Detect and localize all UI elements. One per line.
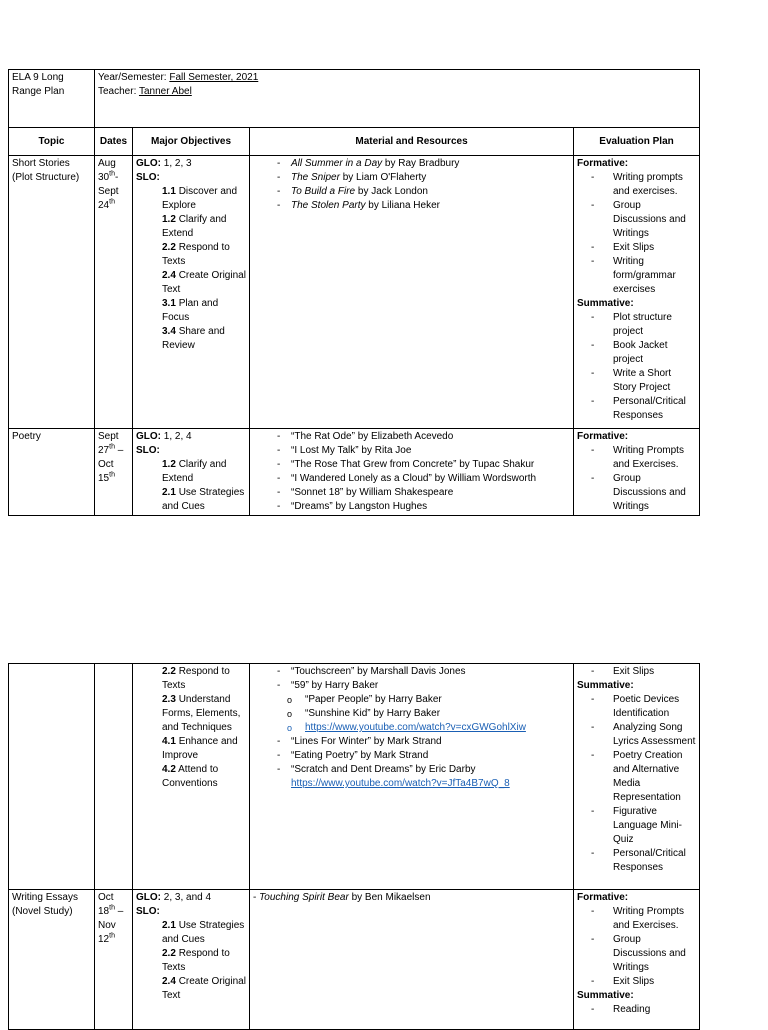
- objectives-cell: GLO: 1, 2, 4 SLO: 1.2 Clarify and Extend 2.1 Use Strategies and Cues: [133, 429, 250, 516]
- table-row: [9, 156, 700, 429]
- evaluation-cell: - Exit Slips Summative: - Poetic Devices Identification - Analyzing Song Lyrics Assessment - Poetry Creation and Alternative Media Representation - Figurative Language Mini-Quiz - Personal/Critical Responses: [574, 664, 700, 890]
- list-item: - “The Rat Ode” by Elizabeth Acevedo: [291, 430, 570, 444]
- long-range-plan-table-continued: [8, 663, 700, 1030]
- topic-cell: Poetry: [9, 429, 95, 516]
- list-item: - Writing Prompts and Exercises.: [613, 905, 696, 933]
- list-item: - Personal/Critical Responses: [613, 847, 696, 875]
- table-row: [9, 890, 700, 1030]
- list-item: - “59” by Harry Baker: [291, 679, 570, 693]
- objectives-cell: GLO: 2, 3, and 4 SLO: 2.1 Use Strategies and Cues 2.2 Respond to Texts 2.4 Create Original Text: [133, 890, 250, 1030]
- list-item: - Writing prompts and exercises.: [613, 171, 696, 199]
- materials-cell: - Touching Spirit Bear by Ben Mikaelsen: [250, 890, 574, 1030]
- dates-cell: Oct 18th – Nov 12th: [95, 890, 133, 1030]
- list-item: - Group Discussions and Writings: [613, 472, 696, 514]
- topic-cell: Writing Essays (Novel Study): [9, 890, 95, 1030]
- list-item: - Exit Slips: [613, 665, 696, 679]
- header-row: [9, 70, 700, 128]
- youtube-link-2[interactable]: https://www.youtube.com/watch?v=JfTa4B7wQ_8: [291, 778, 510, 789]
- list-item: - “The Rose That Grew from Concrete” by Tupac Shakur: [291, 458, 570, 472]
- list-item: - “Touchscreen” by Marshall Davis Jones: [291, 665, 570, 679]
- list-item: - Exit Slips: [613, 975, 696, 989]
- list-item: - Write a Short Story Project: [613, 367, 696, 395]
- teacher-value: Tanner Abel: [138, 86, 192, 97]
- list-item: - Writing Prompts and Exercises.: [613, 444, 696, 472]
- list-item: - Plot structure project: [613, 311, 696, 339]
- list-item: - To Build a Fire by Jack London: [291, 185, 570, 199]
- list-item: - “I Wandered Lonely as a Cloud” by William Wordsworth: [291, 472, 570, 486]
- dates-cell: [95, 664, 133, 890]
- list-item: - “Lines For Winter” by Mark Strand: [291, 735, 570, 749]
- list-item: o “Sunshine Kid” by Harry Baker: [305, 707, 570, 721]
- table-row: [9, 429, 700, 516]
- course-info: [95, 70, 700, 128]
- list-item: o “Paper People” by Harry Baker: [305, 693, 570, 707]
- materials-cell: [250, 156, 574, 429]
- youtube-link[interactable]: o https://www.youtube.com/watch?v=cxGWGohlXiw: [305, 721, 570, 735]
- col-evaluation: Evaluation Plan: [574, 128, 700, 156]
- list-item: - Exit Slips: [613, 241, 696, 255]
- col-materials: Material and Resources: [250, 128, 574, 156]
- list-item: - Book Jacket project: [613, 339, 696, 367]
- list-item: - Figurative Language Mini-Quiz: [613, 805, 696, 847]
- list-item: - “Dreams” by Langston Hughes: [291, 500, 570, 514]
- evaluation-cell: Formative: - Writing Prompts and Exercises. - Group Discussions and Writings - Exit Slips Summative: - Reading: [574, 890, 700, 1030]
- evaluation-cell: Formative: - Writing Prompts and Exercises. - Group Discussions and Writings: [574, 429, 700, 516]
- list-item: - All Summer in a Day by Ray Bradbury: [291, 157, 570, 171]
- objectives-cell: GLO: 1, 2, 3 SLO: 1.1 Discover and Explore 1.2 Clarify and Extend 2.2 Respond to Texts 2.4 Create Original Text 3.1 Plan and Focus 3.4 Share and Review: [133, 156, 250, 429]
- document-page-2: [0, 560, 768, 1024]
- topic-cell: Short Stories (Plot Structure): [9, 156, 95, 429]
- long-range-plan-table: [8, 69, 700, 516]
- list-item: - “Eating Poetry” by Mark Strand: [291, 749, 570, 763]
- dates-cell: Sept 27th – Oct 15th: [95, 429, 133, 516]
- list-item: - Poetry Creation and Alternative Media Representation: [613, 749, 696, 805]
- list-item: - “I Lost My Talk” by Rita Joe: [291, 444, 570, 458]
- list-item: - Poetic Devices Identification: [613, 693, 696, 721]
- column-header-row: [9, 128, 700, 156]
- course-title: ELA 9 Long Range Plan: [9, 70, 95, 128]
- list-item: - “Scratch and Dent Dreams” by Eric Darby: [291, 763, 570, 777]
- list-item: - Personal/Critical Responses: [613, 395, 696, 423]
- list-item: - The Sniper by Liam O'Flaherty: [291, 171, 570, 185]
- materials-cell: [250, 429, 574, 516]
- list-item: - Group Discussions and Writings: [613, 933, 696, 975]
- evaluation-cell: Formative: - Writing prompts and exercises. - Group Discussions and Writings - Exit Slips - Writing form/grammar exercises Summative: - Plot structure project - Book Jacket project - Write a Short Story Project - Personal/Critical Responses: [574, 156, 700, 429]
- objectives-cell: 2.2 Respond to Texts 2.3 Understand Forms, Elements, and Techniques 4.1 Enhance and Improve 4.2 Attend to Conventions: [133, 664, 250, 890]
- table-row: [9, 664, 700, 890]
- list-item: - Writing form/grammar exercises: [613, 255, 696, 297]
- dates-cell: Aug 30th- Sept 24th: [95, 156, 133, 429]
- list-item: - Reading: [613, 1003, 696, 1017]
- year-label: Year/Semester:: [98, 72, 167, 83]
- col-dates: Dates: [95, 128, 133, 156]
- teacher-label: Teacher:: [98, 86, 137, 97]
- list-item: - The Stolen Party by Liliana Heker: [291, 199, 570, 213]
- list-item: - “Sonnet 18” by William Shakespeare: [291, 486, 570, 500]
- list-item: - Analyzing Song Lyrics Assessment: [613, 721, 696, 749]
- year-value: Fall Semester, 2021: [169, 72, 259, 83]
- list-item: - Group Discussions and Writings: [613, 199, 696, 241]
- topic-cell: [9, 664, 95, 890]
- materials-cell: [250, 664, 574, 890]
- col-topic: Topic: [9, 128, 95, 156]
- col-objectives: Major Objectives: [133, 128, 250, 156]
